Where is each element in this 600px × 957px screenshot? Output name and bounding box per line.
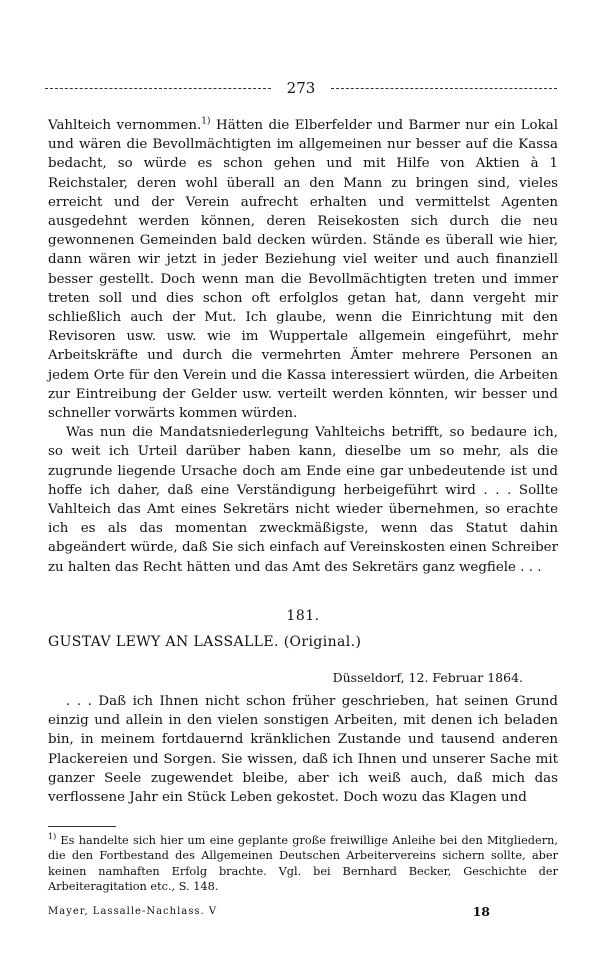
paragraph-1 [48, 116, 558, 423]
page-header [45, 80, 557, 96]
letter-paragraph-1: . . . Daß ich Ihnen nicht schon früher geschrieben, hat seinen Grund einzig und allein in den vielen sonstigen Arbeiten, mit denen ich beladen bin, in meinem fortdauernd kränklichen Zustande und tausend anderen Plackereien und Sorgen. Sie wissen, daß ich Ihnen und unserer Sache mit ganzer Seele zugewendet bleibe, aber ich weiß auch, daß mich das verflossene Jahr ein Stück Leben gekostet. Doch wozu das Klagen und [48, 694, 558, 806]
letter-title: GUSTAV LEWY AN LASSALLE. (Original.) [48, 634, 362, 650]
paragraph-1-rest: Hätten die Elberfelder und Barmer nur ein Lokal und wären die Bevollmächtigten im allgemeinen nur besser auf die Kassa bedacht, so würde es schon gehen und mit Hilfe von Aktien à 1 Reichstaler, deren wohl überall an den Mann zu bringen sind, vieles erreicht und der Verein aufrecht erhalten und vermittelst Agenten ausgedehnt werden können, deren Reisekosten sich durch die neu gewonnenen Gemeinden bald decken würden. Stände es überall wie hier, dann wären wir jetzt in jeder Beziehung viel weiter und auch finanziell besser gestellt. Doch wenn man die Bevollmächtigten treten und immer treten soll und dies schon oft erfolglos getan hat, dann vergeht mir schließlich auch der Mut. Ich glaube, wenn die Einrichtung mit den Revisoren usw. usw. wie im Wuppertale allgemein eingeführt, mehr Arbeitskräfte und durch die vermehrten Ämter mehrere Personen an jedem Orte für den Verein und die Kassa interessiert würden, die Arbeiten zur Eintreibung der Gelder usw. verteilt werden könnten, wir besser und schneller vorwärts kommen würden. [48, 118, 558, 422]
signature-mark: Mayer, Lassalle-Nachlass. V [48, 906, 218, 917]
paragraph-1-start: Vahlteich vernommen. [48, 118, 202, 133]
page-footer [48, 904, 558, 920]
footnote-marker: 1) [48, 832, 57, 842]
letter-date: Düsseldorf, 12. Februar 1864. [332, 670, 523, 685]
sheet-number: 18 [472, 904, 490, 919]
main-text [48, 116, 558, 577]
letter-number: 181. [286, 608, 320, 624]
footnote-rule [48, 826, 116, 827]
footnote [48, 833, 558, 895]
letter-text [48, 692, 558, 807]
header-rule-right [331, 88, 557, 89]
paragraph-2: Was nun die Mandatsniederlegung Vahlteichs betrifft, so bedaure ich, so weit ich Urteil darüber haben kann, dieselbe um so mehr, als die zugrunde liegende Ursache doch am Ende eine gar unbedeutende ist und hoffe ich daher, daß eine Verständigung herbeigeführt wird . . . Sollte Vahlteich das Amt eines Sekretärs nicht wieder übernehmen, so erachte ich es als das momentan zweckmäßigste, wenn das Statut dahin abgeändert würde, daß Sie sich einfach auf Vereinskosten einen Schreiber zu halten das Recht hätten und das Amt des Sekretärs ganz wegfiele . . . [48, 425, 558, 575]
footnote-reference: 1) [201, 116, 211, 127]
page-number: 273 [286, 79, 316, 97]
footnote-text: Es handelte sich hier um eine geplante große freiwillige Anleihe bei den Mitgliedern, die den Fortbestand des Allgemeinen Deutschen Arbeitervereins sichern sollte, aber keinen namhaften Erfolg brachte. Vgl. bei Bernhard Becker, Geschichte der Arbeiteragitation etc., S. 148. [48, 834, 558, 894]
